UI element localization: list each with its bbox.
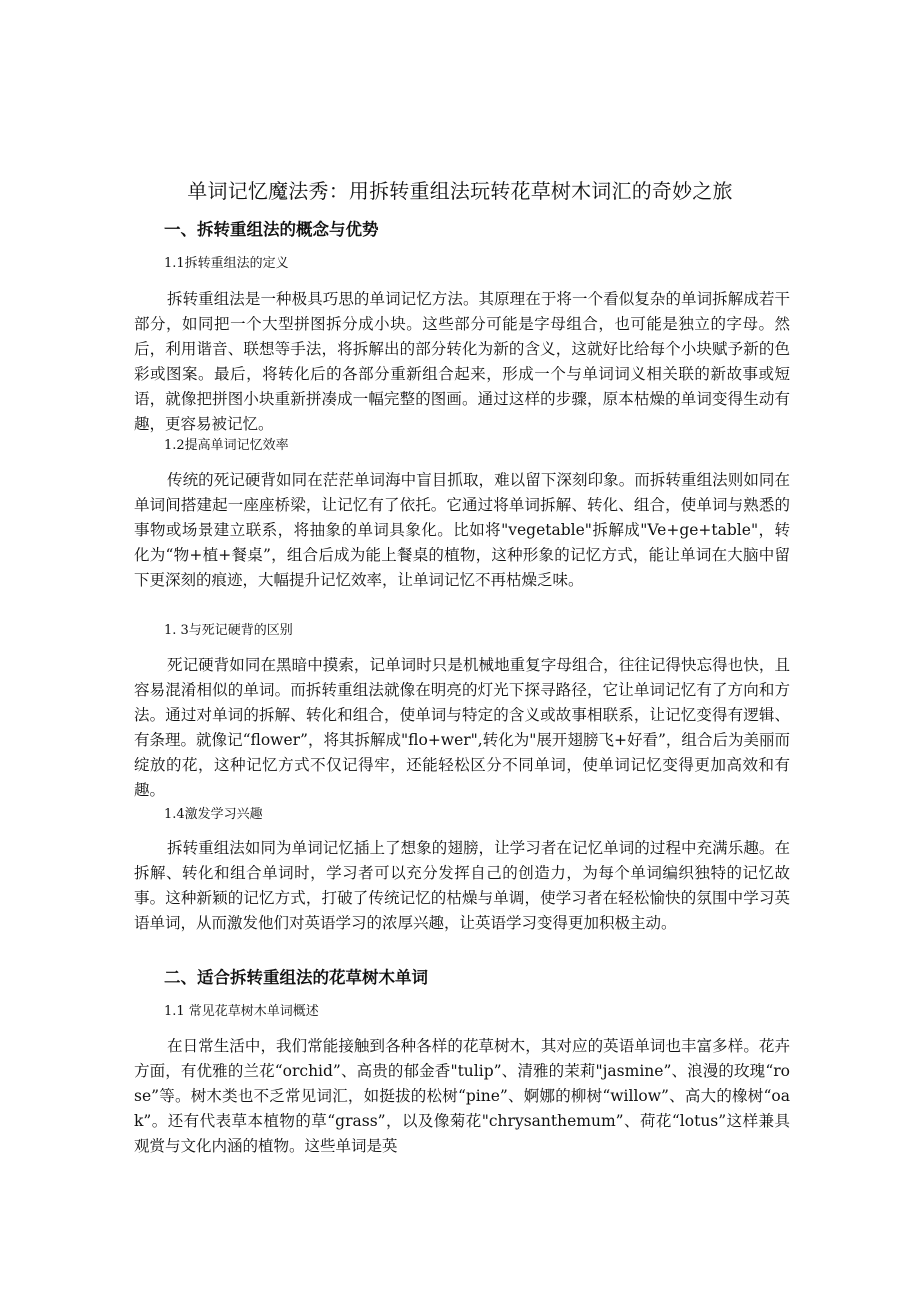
section-heading-1: 一、拆转重组法的概念与优势 bbox=[164, 220, 379, 239]
paragraph-2-1: 在日常生活中，我们常能接触到各种各样的花草树木，其对应的英语单词也丰富多样。花卉方面，有优雅的兰花“orchid”、高贵的郁金香"tulip”、清雅的茉莉"jasmine”、浪漫的玫瑰“rose”等。树木类也不乏常见词汇，如挺拔的松树“pine”、婀娜的柳树“willow”、高大的橡树“oak”。还有代表草本植物的草“grass”，以及像菊花"chrysanthemum”、荷花“lotus”这样兼具观赏与文化内涵的植物。这些单词是英 bbox=[134, 1037, 790, 1155]
subsection-heading-1-4: 1.4激发学习兴趣 bbox=[164, 807, 263, 822]
paragraph-1-1: 拆转重组法是一种极具巧思的单词记忆方法。其原理在于将一个看似复杂的单词拆解成若干部分，如同把一个大型拼图拆分成小块。这些部分可能是字母组合，也可能是独立的字母。然后，利用谐音、联想等手法，将拆解出的部分转化为新的含义，这就好比给每个小块赋予新的色彩或图案。最后，将转化后的各部分重新组合起来，形成一个与单词词义相关联的新故事或短语，就像把拼图小块重新拼凑成一幅完整的图画。通过这样的步骤，原本枯燥的单词变得生动有趣，更容易被记忆。 bbox=[134, 290, 790, 433]
paragraph-1-2: 传统的死记硬背如同在茫茫单词海中盲目抓取，难以留下深刻印象。而拆转重组法则如同在单词间搭建起一座座桥梁，让记忆有了依托。它通过将单词拆解、转化、组合，使单词与熟悉的事物或场景建立联系，将抽象的单词具象化。比如将"vegetable"拆解成"Ve+ge+table"，转化为“物+植+餐桌”，组合后成为能上餐桌的植物，这种形象的记忆方式，能让单词在大脑中留下更深刻的痕迹，大幅提升记忆效率，让单词记忆不再枯燥乏味。 bbox=[134, 471, 790, 589]
subsection-heading-1-3: 1. 3与死记硬背的区别 bbox=[164, 623, 293, 638]
page-title: 单词记忆魔法秀：用拆转重组法玩转花草树木词汇的奇妙之旅 bbox=[187, 179, 733, 203]
subsection-heading-1-2: 1.2提高单词记忆效率 bbox=[164, 438, 289, 453]
subsection-heading-2-1: 1.1 常见花草树木单词概述 bbox=[164, 1004, 319, 1019]
paragraph-1-4: 拆转重组法如同为单词记忆插上了想象的翅膀，让学习者在记忆单词的过程中充满乐趣。在拆解、转化和组合单词时，学习者可以充分发挥自己的创造力，为每个单词编织独特的记忆故事。这种新颖的记忆方式，打破了传统记忆的枯燥与单调，使学习者在轻松愉快的氛围中学习英语单词，从而激发他们对英语学习的浓厚兴趣，让英语学习变得更加积极主动。 bbox=[134, 839, 790, 932]
paragraph-1-3: 死记硬背如同在黑暗中摸索，记单词时只是机械地重复字母组合，往往记得快忘得也快，且容易混淆相似的单词。而拆转重组法就像在明亮的灯光下探寻路径，它让单词记忆有了方向和方法。通过对单词的拆解、转化和组合，使单词与特定的含义或故事相联系，让记忆变得有逻辑、有条理。就像记“flower”，将其拆解成"flo+wer",转化为"展开翅膀飞+好看”，组合后为美丽而绽放的花，这种记忆方式不仅记得牢，还能轻松区分不同单词，使单词记忆变得更加高效和有趣。 bbox=[134, 656, 790, 799]
subsection-heading-1-1: 1.1拆转重组法的定义 bbox=[164, 256, 289, 271]
section-heading-2: 二、适合拆转重组法的花草树木单词 bbox=[164, 968, 428, 987]
